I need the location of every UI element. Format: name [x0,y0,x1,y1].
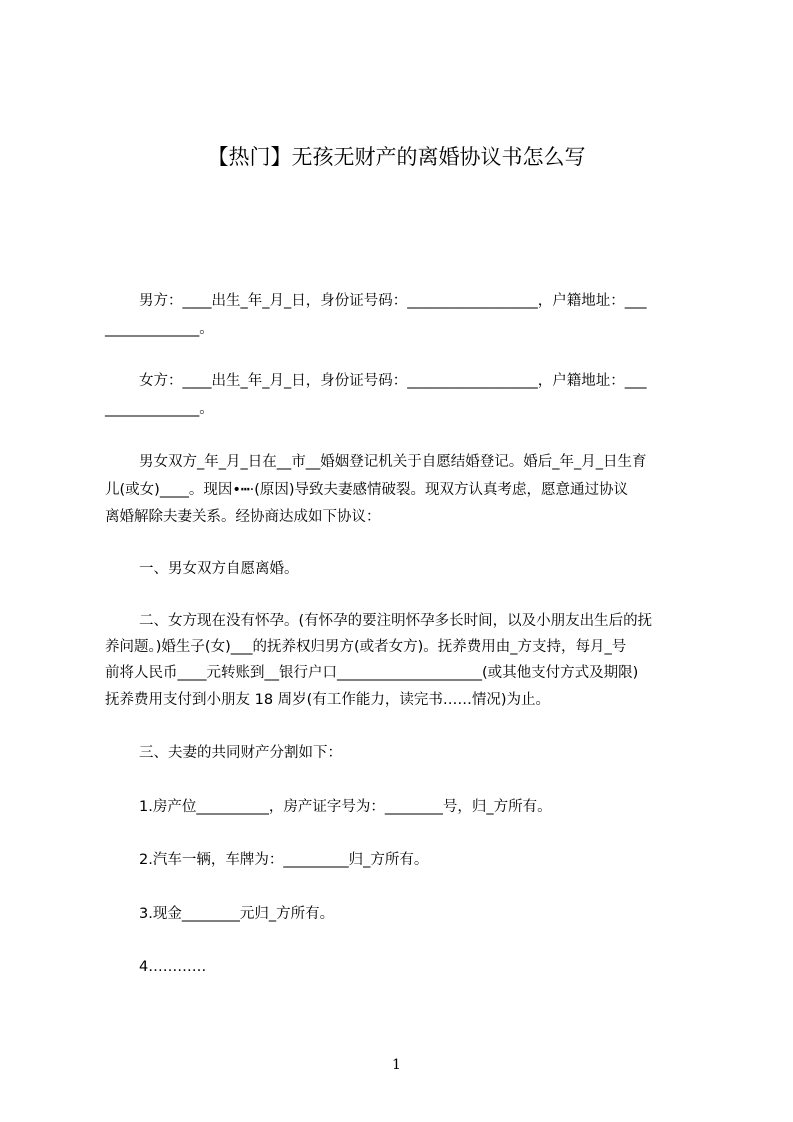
clause-1: 一、男女双方自愿离婚。 [139,561,299,577]
clause-2-line-4: 抚养费用支付到小朋友 18 周岁(有工作能力，读完书……情况)为止。 [105,692,550,708]
property-item-1: 1.房产位__________，房产证字号为：________号，归_方所有。 [139,799,552,815]
property-item-3: 3.现金________元归_方所有。 [139,906,335,922]
intro-line-1: 男女双方_年_月_日在__市__婚姻登记机关于自愿结婚登记。婚后_年_月_日生育 [139,454,647,470]
property-item-2: 2.汽车一辆，车牌为：_________归_方所有。 [139,852,429,868]
clause-2-line-1: 二、女方现在没有怀孕。(有怀孕的要注明怀孕多长时间，以及小朋友出生后的抚 [139,613,653,629]
property-item-4: 4………… [139,959,207,975]
male-line-2: _____________。 [105,321,214,337]
male-line-1: 男方：____出生_年_月_日，身份证号码：__________________，户籍地址：___ [139,293,647,309]
document-title: 【热门】无孩无财产的离婚协议书怎么写 [207,145,586,169]
female-line-1: 女方：____出生_年_月_日，身份证号码：__________________，户籍地址：___ [139,373,647,389]
page-number: 1 [392,1057,401,1073]
female-line-2: _____________。 [105,401,214,417]
clause-2-line-3: 前将人民币____元转账到__银行户口____________________(或其他支付方式及期限) [105,665,639,681]
intro-line-3: 离婚解除夫妻关系。经协商达成如下协议： [105,509,381,525]
clause-2-line-2: 养问题。)婚生子(女)___的抚养权归男方(或者女方)。抚养费用由_方支持，每月_号 [105,639,627,655]
intro-line-2: 儿(或女)____。现因•┅·(原因)导致夫妻感情破裂。现双方认真考虑，愿意通过协议 [105,482,629,498]
clause-3: 三、夫妻的共同财产分割如下： [139,745,342,761]
